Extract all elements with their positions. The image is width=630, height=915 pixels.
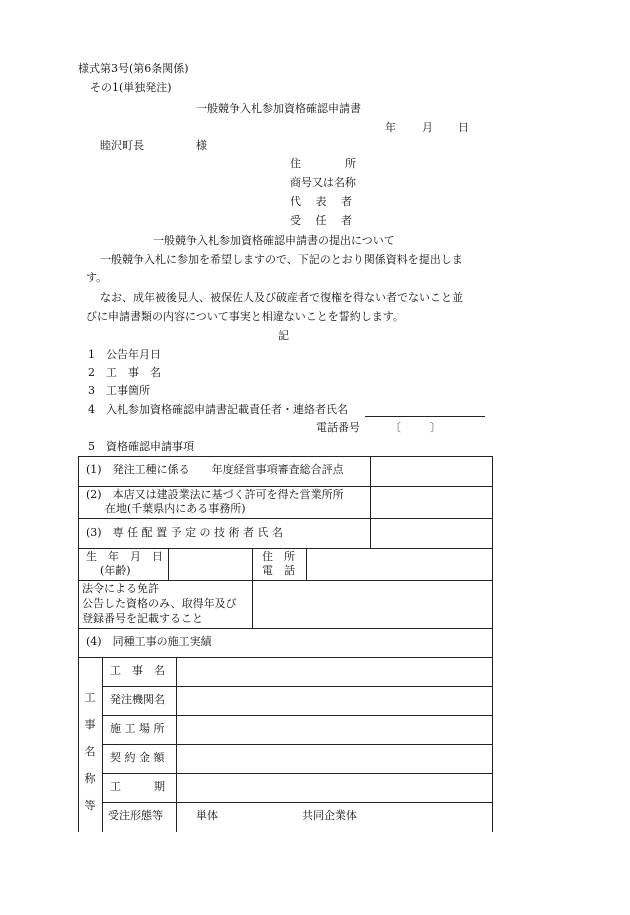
side-label-char: 事 <box>84 718 96 731</box>
table-col-divider <box>176 657 177 832</box>
phone-bracket-open: 〔 <box>390 421 401 434</box>
applicant-company-label: 商号又は名称 <box>290 176 356 189</box>
phone-bracket-close: 〕 <box>430 421 441 434</box>
table-rule <box>78 486 493 487</box>
order-form-jv: 共同企業体 <box>302 809 357 822</box>
contract-amount-label: 契 約 金 額 <box>110 751 165 764</box>
side-label-vertical <box>83 692 97 827</box>
addressee: 睦沢町長 <box>100 139 144 152</box>
item-label: 公告年月日 <box>106 348 161 361</box>
construction-period-label: 工 期 <box>110 780 165 793</box>
table-rule <box>102 686 493 687</box>
date-month: 月 <box>422 121 433 134</box>
form-number: 様式第3号(第6条関係) <box>78 62 189 75</box>
client-agency-label: 発注機関名 <box>110 693 165 706</box>
item-number: 3 <box>88 384 95 397</box>
table-border-right <box>492 456 493 832</box>
phone-label: 電話番号 <box>316 421 360 434</box>
row-4-label: (4) 同種工事の施工実績 <box>86 635 212 648</box>
birth-label-line-1: 生 年 月 日 <box>86 550 163 563</box>
ki-heading: 記 <box>278 329 289 342</box>
date-day: 日 <box>458 121 469 134</box>
table-rule <box>102 715 493 716</box>
row-1-label: (1) 発注工種に係る 年度経営事項審査総合評点 <box>86 463 344 476</box>
row-2-label-line-2: 在地(千葉県内にある事務所) <box>105 502 246 515</box>
phone-cell-label: 電 話 <box>262 564 295 577</box>
applicant-agent-label: 受 任 者 <box>290 214 352 227</box>
item-number: 4 <box>88 403 95 416</box>
order-form-label: 受注形態等 <box>108 809 163 822</box>
table-col-divider <box>252 580 253 628</box>
side-label-char: 称 <box>84 772 96 785</box>
table-col-divider <box>168 548 169 580</box>
applicant-address-label: 住 所 <box>290 157 356 170</box>
sub-type: その1(単独発注) <box>90 81 172 94</box>
table-rule <box>78 580 493 581</box>
address-label: 住 所 <box>262 550 295 563</box>
table-col-divider <box>306 548 307 580</box>
project-name-label: 工 事 名 <box>110 664 165 677</box>
table-rule <box>78 628 493 629</box>
table-border-left <box>78 456 79 832</box>
row-2-label-line-1: (2) 本店又は建設業法に基づく許可を得た営業所所 <box>86 488 344 501</box>
applicant-representative-label: 代 表 者 <box>290 195 352 208</box>
table-rule <box>78 657 493 658</box>
table-rule <box>78 456 493 457</box>
birth-label-line-2: (年齢) <box>100 564 131 577</box>
paragraph-2-line-2: びに申請書類の内容について事実と相違ないことを誓約します。 <box>86 310 404 323</box>
table-col-divider <box>102 657 103 832</box>
side-label-char: 名 <box>84 745 96 758</box>
table-rule <box>102 773 493 774</box>
paragraph-1-line-2: す。 <box>86 271 108 284</box>
item-label: 入札参加資格確認申請書記載責任者・連絡者氏名 <box>106 403 348 416</box>
section-5-label: 資格確認申請事項 <box>106 440 194 453</box>
table-col-divider <box>370 456 371 518</box>
item-label: 工 事 名 <box>106 366 161 379</box>
section-5-number: 5 <box>88 440 95 453</box>
order-form-single: 単体 <box>196 809 218 822</box>
license-label-line-2: 公告した資格のみ、取得年及び <box>82 597 237 610</box>
table-col-divider <box>252 548 253 580</box>
item-label: 工事箇所 <box>106 384 150 397</box>
honorific: 様 <box>196 139 207 152</box>
date-year: 年 <box>385 121 396 134</box>
table-rule <box>78 548 493 549</box>
table-col-divider <box>370 518 371 548</box>
table-rule <box>78 518 493 519</box>
item-number: 2 <box>88 366 95 379</box>
item-number: 1 <box>88 348 95 361</box>
paragraph-2-line-1: なお、成年被後見人、被保佐人及び破産者で復権を得ない者でないこと並 <box>100 291 463 304</box>
table-rule <box>102 744 493 745</box>
side-label-char: 等 <box>84 799 96 812</box>
subject-line: 一般競争入札参加資格確認申請書の提出について <box>153 234 395 247</box>
row-3-label: (3) 専 任 配 置 予 定 の 技 術 者 氏 名 <box>86 526 284 539</box>
license-label-line-3: 登録番号を記載すること <box>82 612 203 625</box>
table-rule <box>102 802 493 803</box>
construction-site-label: 施 工 場 所 <box>110 722 165 735</box>
page-title: 一般競争入札参加資格確認申請書 <box>196 102 361 115</box>
license-label-line-1: 法令による免許 <box>82 582 159 595</box>
contact-name-underline <box>365 416 485 417</box>
side-label-char: 工 <box>84 691 96 704</box>
paragraph-1-line-1: 一般競争入札に参加を希望しますので、下記のとおり関係資料を提出しま <box>100 253 463 266</box>
